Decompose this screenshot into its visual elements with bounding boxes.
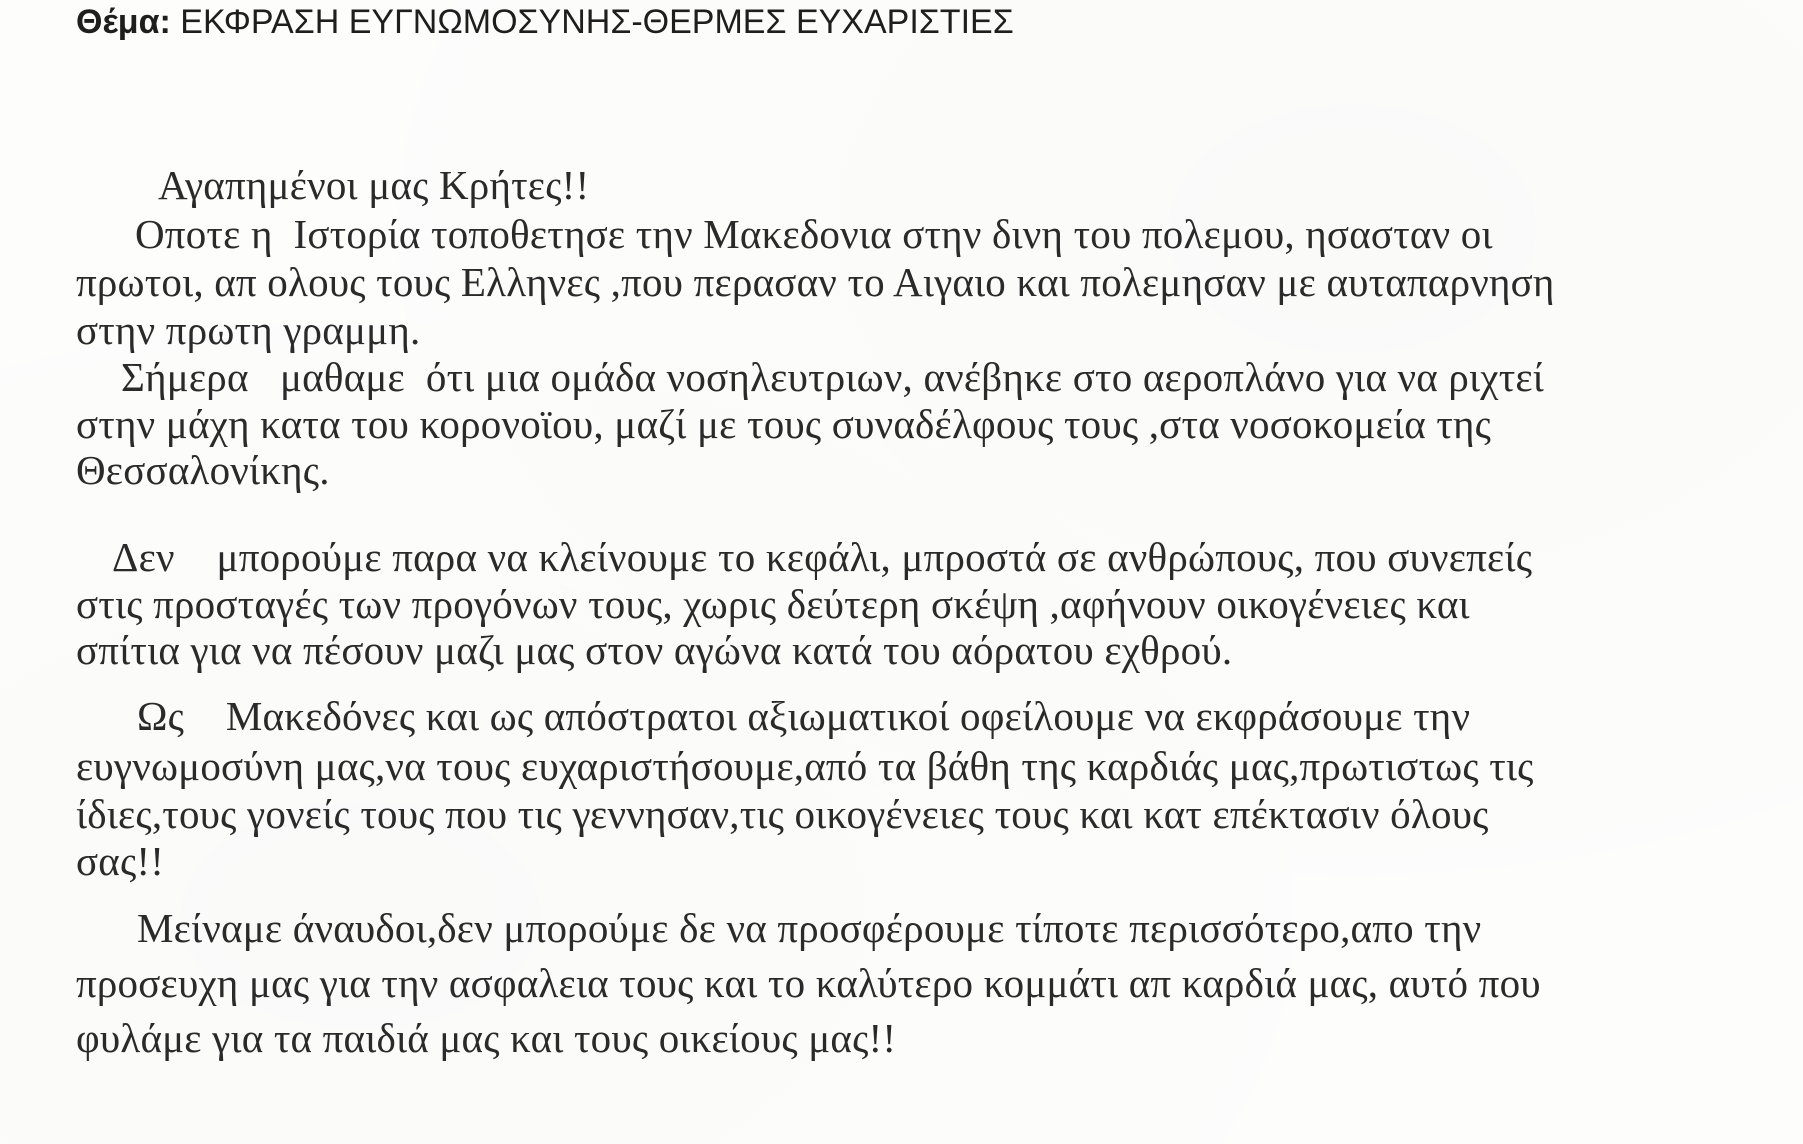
letter-line: Θεσσαλονίκης. [76, 447, 330, 493]
letter-line: φυλάμε για τα παιδιά μας και τους οικείους μας!! [76, 1015, 897, 1061]
letter-line: Σήμερα μαθαμε ότι μια ομάδα νοσηλευτριων, ανέβηκε στο αεροπλάνο για να ριχτεί [121, 354, 1545, 400]
letter-line: ευγνωμοσύνη μας,να τους ευχαριστήσουμε,από τα βάθη της καρδιάς μας,πρωτιστως τις [76, 743, 1534, 789]
letter-line: Ως Μακεδόνες και ως απόστρατοι αξιωματικοί οφείλουμε να εκφράσουμε την [137, 693, 1471, 739]
letter-line: Μείναμε άναυδοι,δεν μπορούμε δε να προσφέρουμε τίποτε περισσότερο,απο την [137, 905, 1482, 951]
letter-line: στην πρωτη γραμμη. [76, 307, 421, 353]
letter-line: Οποτε η Ιστορία τοποθετησε την Μακεδονια στην δινη του πολεμου, ησασταν οι [135, 211, 1493, 257]
letter-line: στις προσταγές των προγόνων τους, χωρις δεύτερη σκέψη ,αφήνουν οικογένειες και [76, 581, 1470, 627]
letter-line: στην μάχη κατα του κορονοϊου, μαζί με τους συναδέλφους τους ,στα νοσοκομεία της [76, 401, 1492, 447]
subject-title: ΕΚΦΡΑΣΗ ΕΥΓΝΩΜΟΣΥΝΗΣ-ΘΕΡΜΕΣ ΕΥΧΑΡΙΣΤΙΕΣ [180, 3, 1014, 41]
letter-line: σπίτια για να πέσουν μαζι μας στον αγώνα κατά του αόρατου εχθρού. [76, 627, 1233, 673]
letter-line: ίδιες,τους γονείς τους που τις γεννησαν,τις οικογένειες τους και κατ επέκτασιν όλους [76, 791, 1489, 837]
letter-line: σας!! [76, 838, 165, 884]
letter-greeting: Αγαπημένοι μας Κρήτες!! [158, 162, 590, 208]
letter-line: πρωτοι, απ ολους τους Ελληνες ,που περασαν το Αιγαιο και πολεμησαν με αυταπαρνηση [76, 259, 1555, 305]
letter-line: προσευχη μας για την ασφαλεια τους και το καλύτερο κομμάτι απ καρδιά μας, αυτό που [76, 960, 1541, 1006]
subject-label: Θέμα: [76, 3, 171, 41]
subject-heading [76, 2, 1014, 42]
letter-line: Δεν μπορούμε παρα να κλείνουμε το κεφάλι, μπροστά σε ανθρώπους, που συνεπείς [112, 534, 1533, 580]
